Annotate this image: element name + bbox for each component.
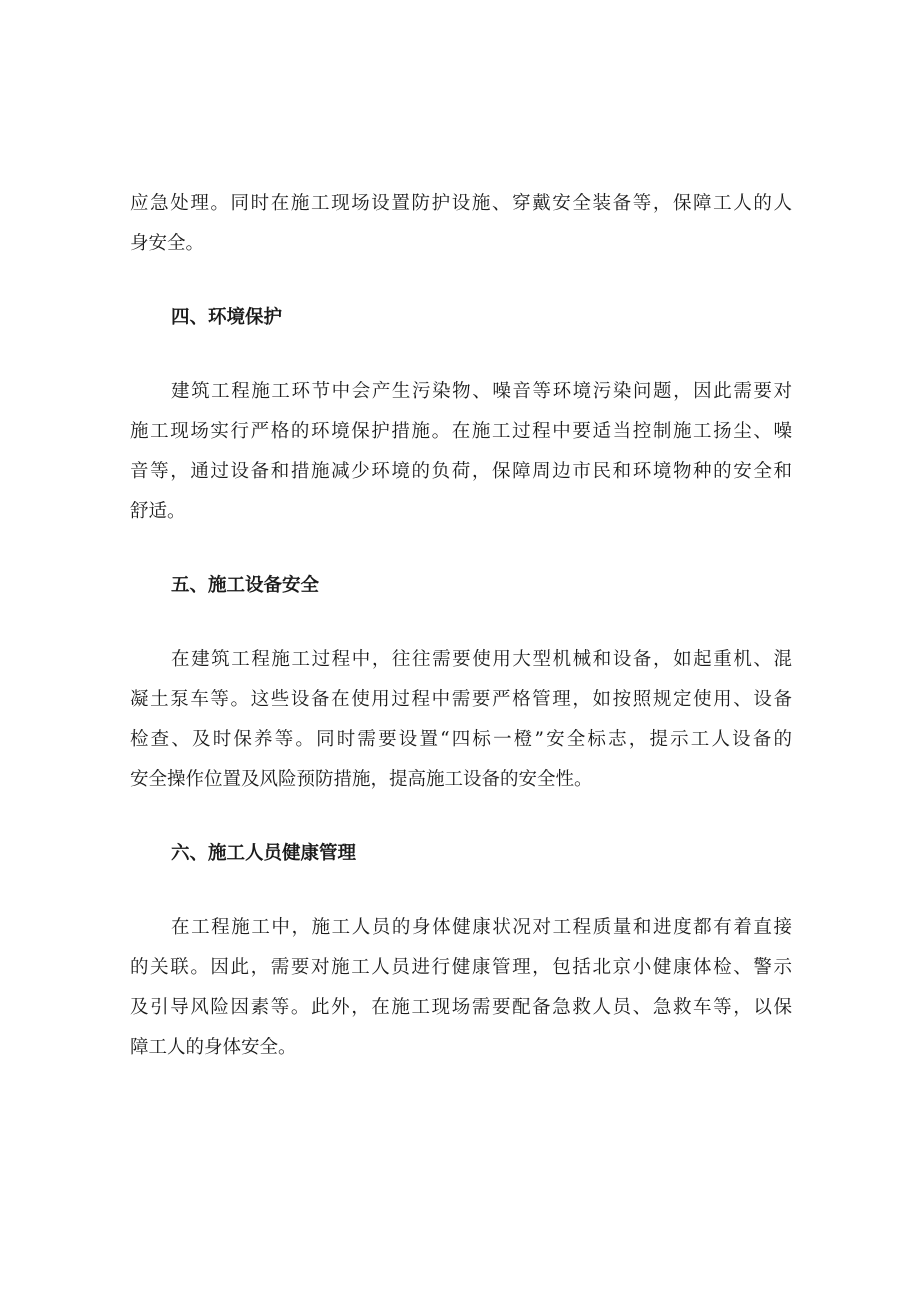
paragraph-line: 施工现场实行严格的环境保护措施。在施工过程中要适当控制施工扬尘、噪 — [130, 421, 792, 442]
paragraph-line: 检查、及时保养等。同时需要设置“四标一橙”安全标志，提示工人设备的 — [130, 729, 792, 750]
section-paragraph-equipment-safety — [130, 640, 792, 800]
paragraph-line: 在建筑工程施工过程中，往往需要使用大型机械和设备，如起重机、混 — [171, 649, 792, 670]
paragraph-line: 在工程施工中，施工人员的身体健康状况对工程质量和进度都有着直接 — [171, 917, 792, 938]
document-body — [130, 184, 792, 1102]
section-heading-health-management: 六、施工人员健康管理 — [171, 843, 357, 864]
section-paragraph-environment — [130, 372, 792, 532]
paragraph-line: 音等，通过设备和措施减少环境的负荷，保障周边市民和环境物种的安全和 — [130, 461, 792, 482]
paragraph-line: 障工人的身体安全。 — [130, 1037, 297, 1058]
paragraph-line: 及引导风险因素等。此外，在施工现场需要配备急救人员、急救车等，以保 — [130, 997, 792, 1018]
paragraph-line: 应急处理。同时在施工现场设置防护设施、穿戴安全装备等，保障工人的人 — [130, 193, 792, 214]
paragraph-line: 的关联。因此，需要对施工人员进行健康管理，包括北京小健康体检、警示 — [130, 957, 792, 978]
paragraph-line: 舒适。 — [130, 501, 186, 522]
intro-paragraph — [130, 184, 792, 264]
paragraph-line: 凝土泵车等。这些设备在使用过程中需要严格管理，如按照规定使用、设备 — [130, 689, 792, 710]
paragraph-line: 建筑工程施工环节中会产生污染物、噪音等环境污染问题，因此需要对 — [171, 381, 792, 402]
paragraph-line: 身安全。 — [130, 233, 205, 254]
section-heading-environment: 四、环境保护 — [171, 307, 283, 328]
section-heading-equipment-safety: 五、施工设备安全 — [171, 575, 320, 596]
paragraph-line: 安全操作位置及风险预防措施，提高施工设备的安全性。 — [130, 769, 593, 790]
section-paragraph-health-management — [130, 908, 792, 1068]
